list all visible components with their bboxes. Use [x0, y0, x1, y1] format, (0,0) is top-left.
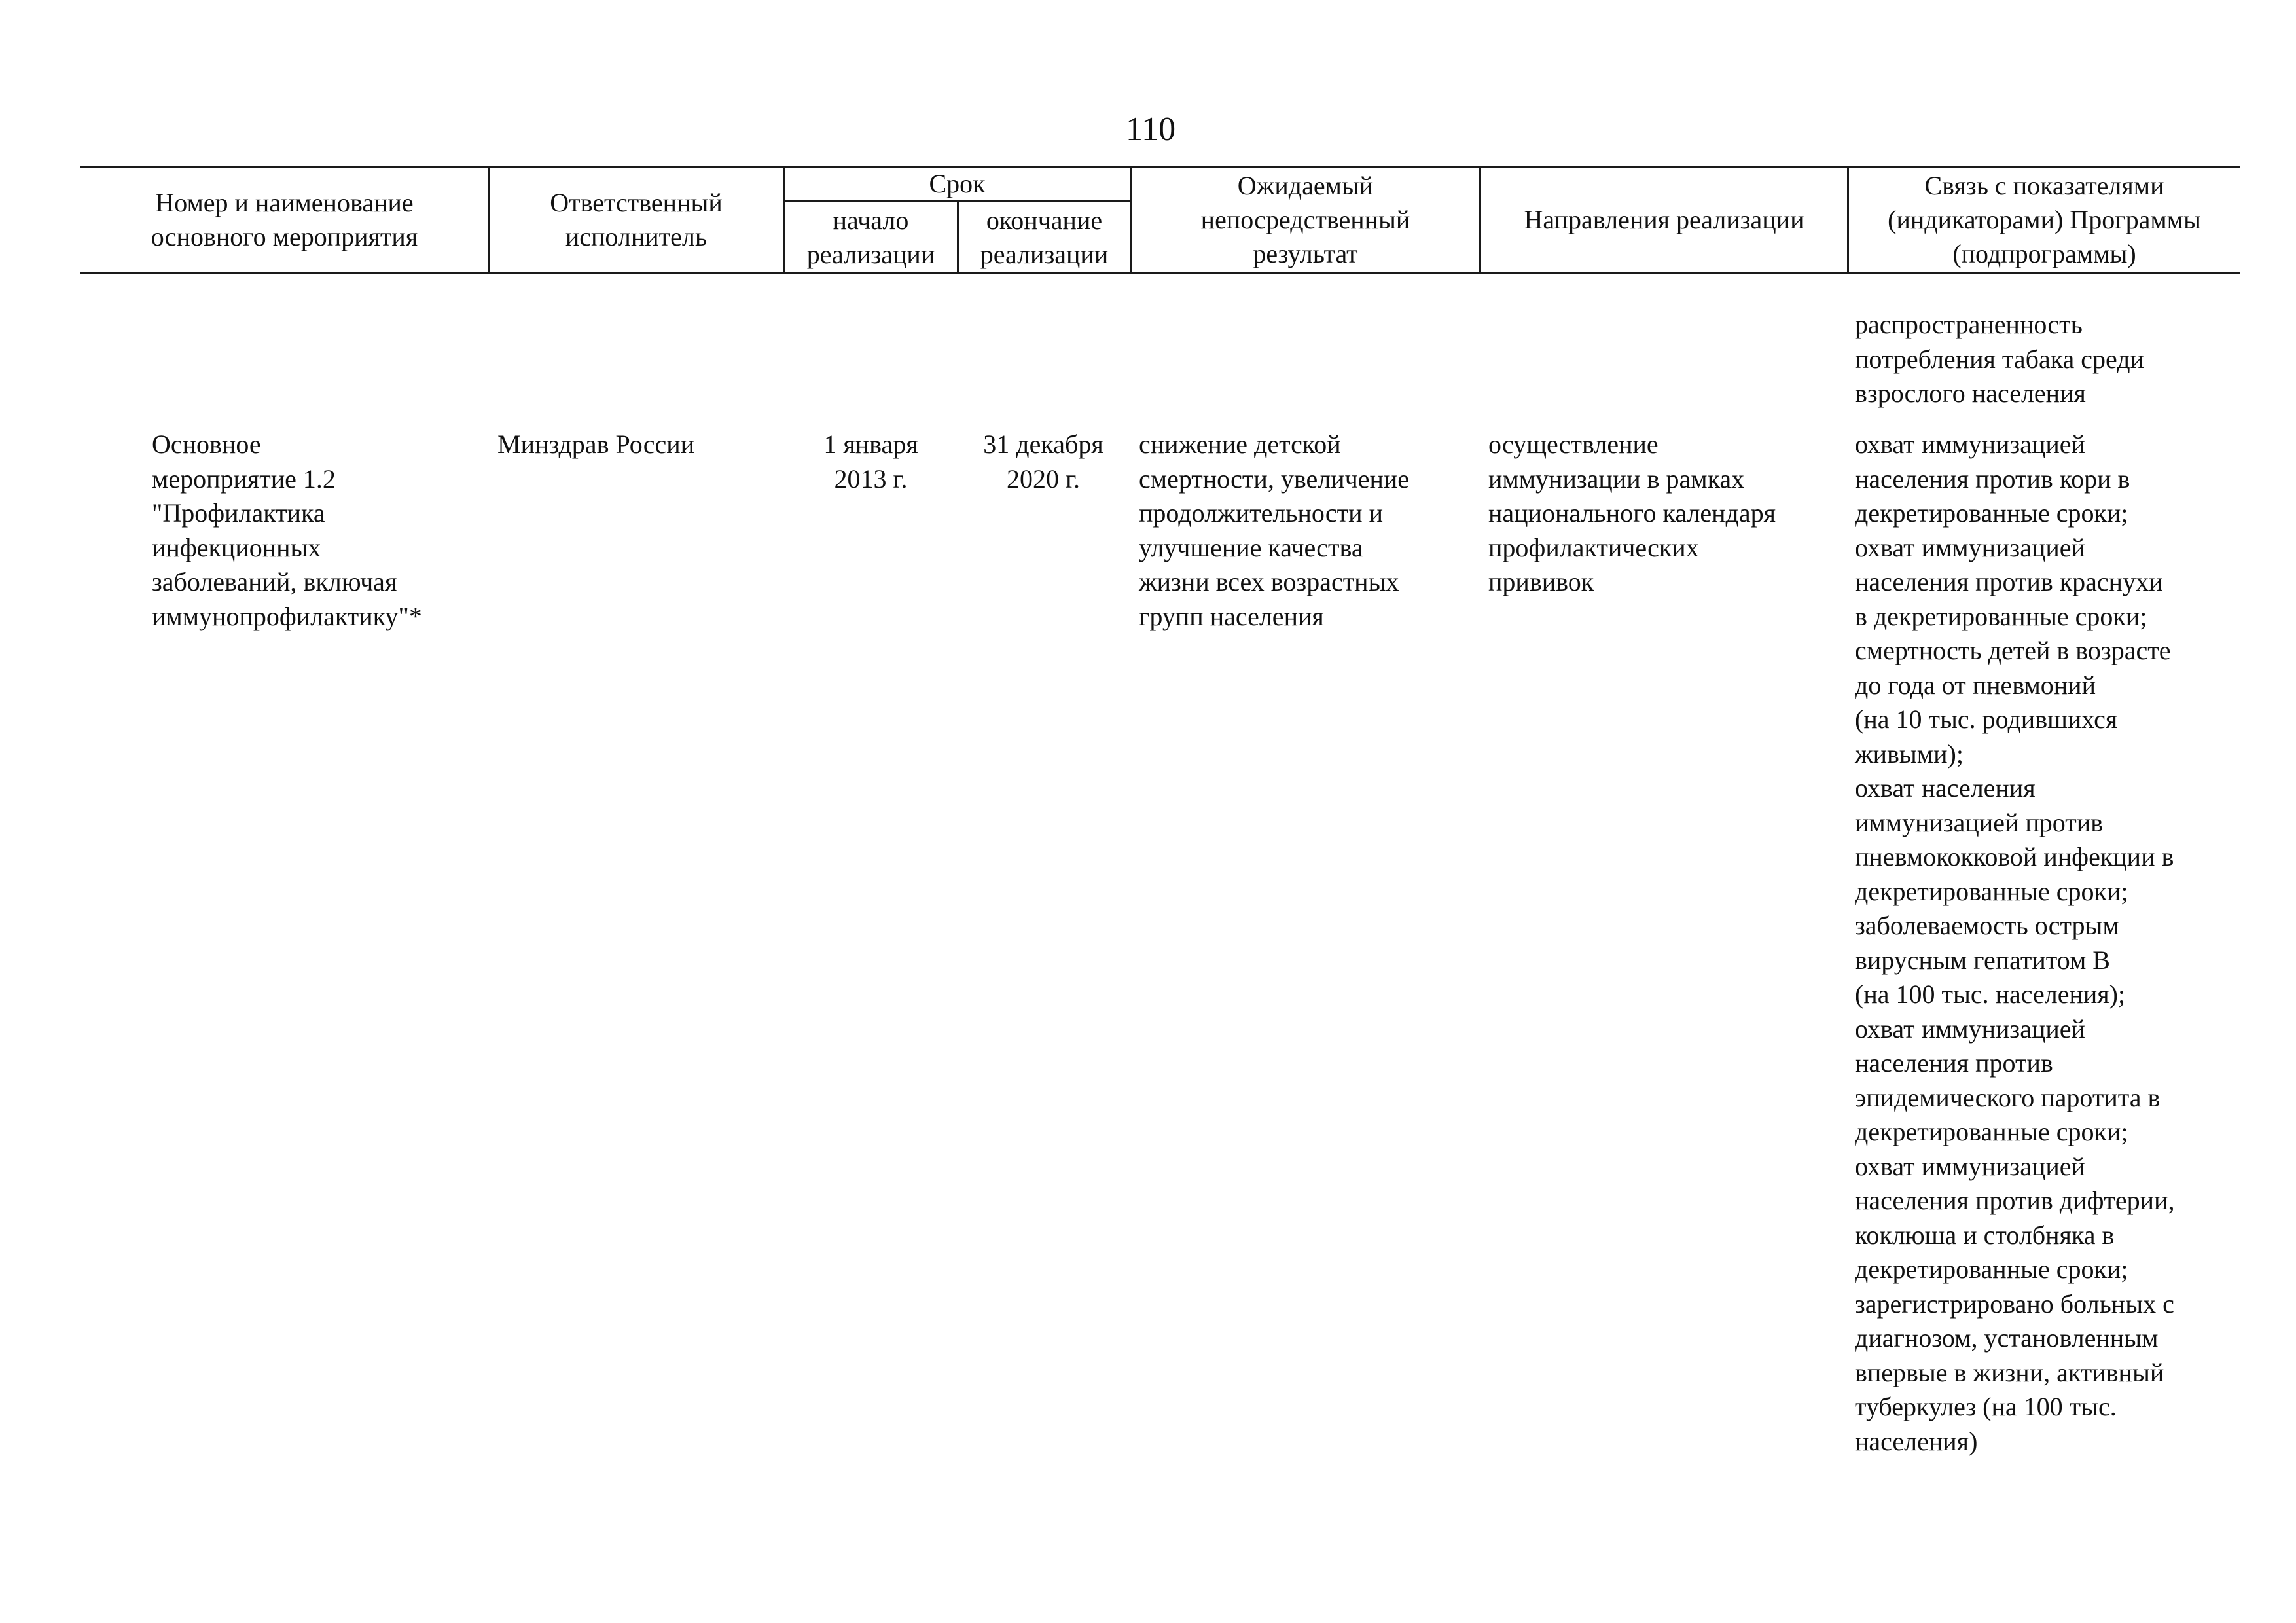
header-term-start: начало реализации [806, 206, 935, 269]
indicators-link: охват иммунизацией населения против кори в декретированные сроки; охват иммунизацией населения против краснухи в декретированные сроки; смертность детей в возрасте до года от пневмоний (на 10 тыс. родившихся живыми); охват населения иммунизацией против пневмококковой инфекции в декретированные сроки; заболеваемость острым вирусным гепатитом В (на 100 тыс. населения); охват иммунизацией населения против эпидемического паротита в декретированные сроки; охват иммунизацией населения против дифтерии, коклюша и столбняка в декретированные сроки; зарегистрировано больных с диагнозом, установленным впервые в жизни, активный туберкулез (на 100 тыс. населения) [1855, 429, 2175, 1456]
header-term-end: окончание реализации [980, 206, 1109, 269]
continuation-indicators: распространенность потребления табака среди взрослого населения [1855, 310, 2145, 408]
activity-name: Основное мероприятие 1.2 "Профилактика инфекционных заболеваний, включая иммунопрофилактику"* [152, 429, 422, 631]
header-activity-name: Номер и наименование основного мероприятия [151, 188, 418, 251]
header-term: Срок [929, 169, 986, 198]
header-indicators-link: Связь с показателями (индикаторами) Программы (подпрограммы) [1888, 171, 2201, 268]
page-number: 110 [1126, 111, 1176, 148]
table-header-bottom-rule [80, 272, 2240, 274]
term-end: 31 декабря 2020 г. [983, 429, 1103, 494]
responsible-executor: Минздрав России [497, 429, 695, 459]
implementation-directions: осуществление иммунизации в рамках национального календаря профилактических прививок [1488, 429, 1776, 596]
term-start: 1 января 2013 г. [823, 429, 918, 494]
header-implementation-directions: Направления реализации [1524, 205, 1804, 234]
header-responsible-executor: Ответственный исполнитель [550, 188, 723, 251]
header-expected-result: Ожидаемый непосредственный результат [1200, 171, 1410, 268]
expected-result: снижение детской смертности, увеличение продолжительности и улучшение качества жизни всех возрастных групп населения [1139, 429, 1410, 631]
